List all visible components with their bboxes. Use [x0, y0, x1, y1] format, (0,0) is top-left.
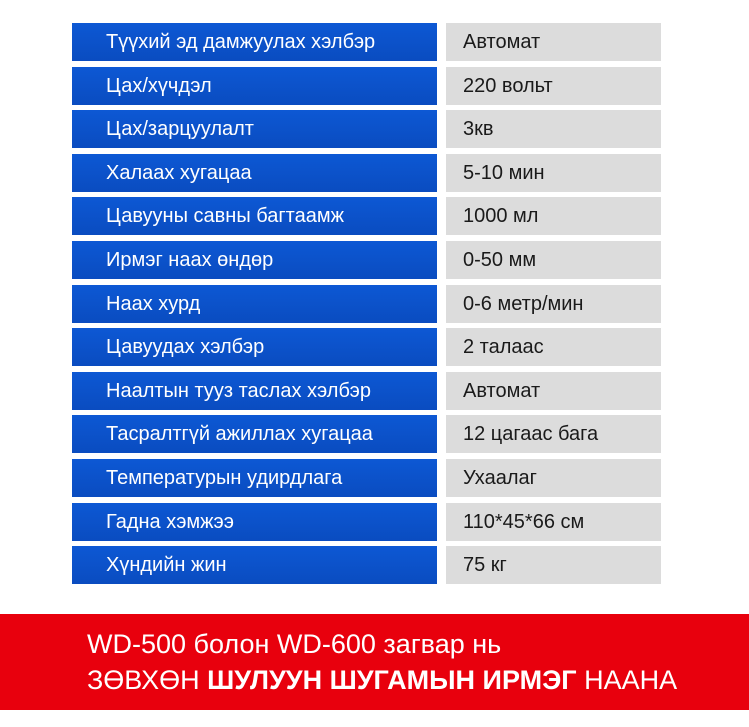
spec-value: 5-10 мин: [446, 154, 661, 192]
spec-value: Ухаалаг: [446, 459, 661, 497]
spec-row: [72, 285, 661, 323]
spec-label: Температурын удирдлага: [72, 459, 437, 497]
spec-label: Наах хурд: [72, 285, 437, 323]
spec-row: [72, 546, 661, 584]
spec-value: Автомат: [446, 23, 661, 61]
spec-table: [72, 23, 661, 590]
spec-value: 12 цагаас бага: [446, 415, 661, 453]
banner-line-2: [87, 662, 749, 698]
spec-label: Тасралтгүй ажиллах хугацаа: [72, 415, 437, 453]
spec-label: Цах/хүчдэл: [72, 67, 437, 105]
spec-row: [72, 241, 661, 279]
spec-label: Цах/зарцуулалт: [72, 110, 437, 148]
spec-value: 1000 мл: [446, 197, 661, 235]
banner-line-2-emphasis: ШУЛУУН ШУГАМЫН ИРМЭГ: [207, 665, 577, 695]
spec-value: 2 талаас: [446, 328, 661, 366]
spec-label: Цавуудах хэлбэр: [72, 328, 437, 366]
spec-row: [72, 372, 661, 410]
spec-value: 220 вольт: [446, 67, 661, 105]
spec-row: [72, 503, 661, 541]
banner-line-2-suffix: НААНА: [576, 665, 678, 695]
banner-line-1: WD-500 болон WD-600 загвар нь: [87, 629, 502, 659]
spec-row: [72, 110, 661, 148]
spec-row: [72, 197, 661, 235]
spec-label: Наалтын тууз таслах хэлбэр: [72, 372, 437, 410]
spec-row: [72, 23, 661, 61]
promo-banner: [0, 614, 749, 710]
spec-value: 75 кг: [446, 546, 661, 584]
spec-label: Халаах хугацаа: [72, 154, 437, 192]
spec-label: Цавууны савны багтаамж: [72, 197, 437, 235]
spec-label: Гадна хэмжээ: [72, 503, 437, 541]
spec-label: Хүндийн жин: [72, 546, 437, 584]
spec-label: Ирмэг наах өндөр: [72, 241, 437, 279]
banner-line-2-prefix: ЗӨВХӨН: [87, 665, 208, 695]
spec-row: [72, 67, 661, 105]
spec-value: 0-6 метр/мин: [446, 285, 661, 323]
spec-row: [72, 459, 661, 497]
spec-row: [72, 415, 661, 453]
spec-label: Түүхий эд дамжуулах хэлбэр: [72, 23, 437, 61]
spec-value: 110*45*66 см: [446, 503, 661, 541]
spec-value: 0-50 мм: [446, 241, 661, 279]
spec-row: [72, 328, 661, 366]
spec-value: Автомат: [446, 372, 661, 410]
spec-value: 3кв: [446, 110, 661, 148]
spec-row: [72, 154, 661, 192]
